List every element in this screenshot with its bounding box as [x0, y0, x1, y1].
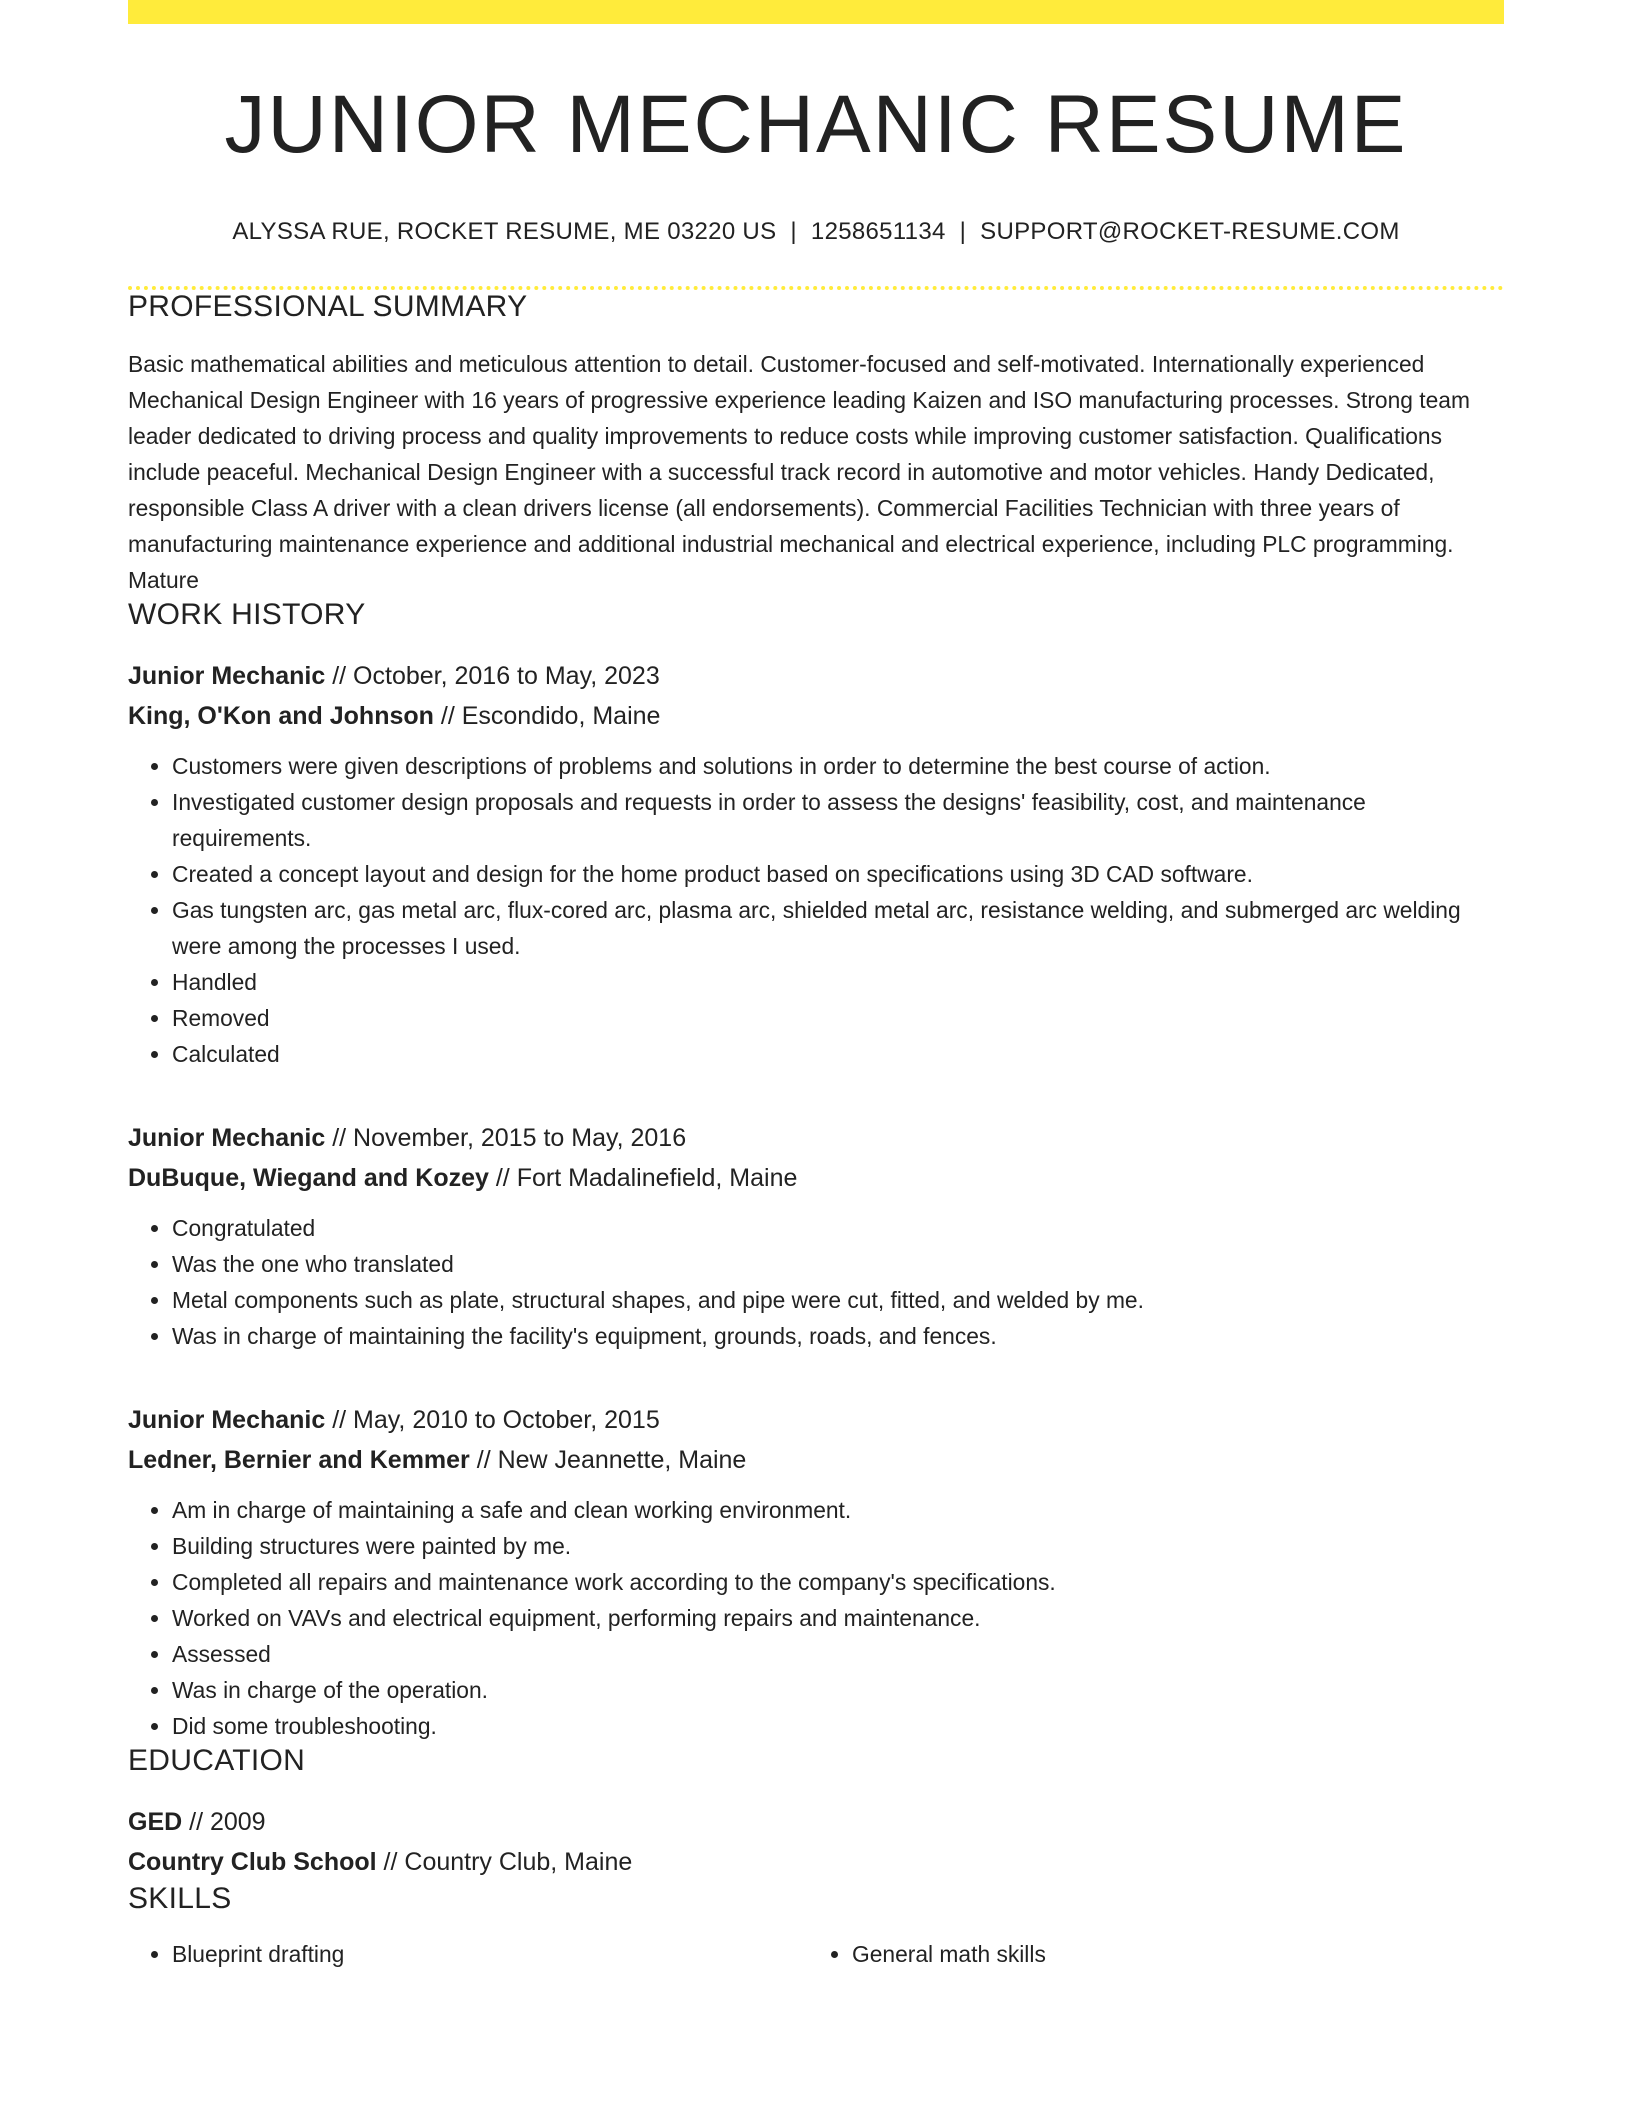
job-company: Ledner, Bernier and Kemmer — [128, 1446, 470, 1475]
job-bullet: • Calculated — [172, 1036, 1504, 1072]
contact-separator: | — [959, 218, 967, 246]
skill-item: • Blueprint drafting — [172, 1936, 808, 1972]
job-bullet: • Created a concept layout and design for the home product based on specifications using 3D CAD software. — [172, 856, 1504, 892]
job-bullet: • Did some troubleshooting. — [172, 1708, 1504, 1744]
skills-column-right — [808, 1936, 1488, 1972]
education-school: Country Club School — [128, 1848, 377, 1877]
education-degree: GED — [128, 1808, 183, 1837]
job-entry — [128, 1400, 1504, 1744]
job-bullet: • Congratulated — [172, 1210, 1504, 1246]
job-title: Junior Mechanic — [128, 1124, 326, 1153]
job-bullet: • Handled — [172, 964, 1504, 1000]
job-bullet: • Was the one who translated — [172, 1246, 1504, 1282]
accent-top-bar — [128, 0, 1504, 24]
job-bullet: • Investigated customer design proposals and requests in order to assess the designs' feasibility, cost, and maintenance requirements. — [172, 784, 1504, 856]
education-year: // 2009 — [182, 1808, 266, 1837]
contact-phone: 1258651134 — [810, 218, 946, 246]
job-bullet: • Metal components such as plate, structural shapes, and pipe were cut, fitted, and welded by me. — [172, 1282, 1504, 1318]
job-company-line — [128, 1440, 1504, 1480]
skills-list — [128, 1936, 1504, 1972]
job-bullet: • Am in charge of maintaining a safe and clean working environment. — [172, 1492, 1504, 1528]
job-location: // New Jeannette, Maine — [469, 1446, 747, 1475]
job-title: Junior Mechanic — [128, 1406, 326, 1435]
job-entry — [128, 1118, 1504, 1354]
resume-page — [128, 0, 1504, 1972]
job-title-line — [128, 1400, 1504, 1440]
job-dates: // November, 2015 to May, 2016 — [325, 1124, 687, 1153]
job-bullet: • Customers were given descriptions of problems and solutions in order to determine the best course of action. — [172, 748, 1504, 784]
contact-line — [128, 218, 1504, 246]
summary-heading: PROFESSIONAL SUMMARY — [128, 290, 528, 324]
job-location: // Fort Madalinefield, Maine — [488, 1164, 798, 1193]
job-bullet: • Completed all repairs and maintenance work according to the company's specifications. — [172, 1564, 1504, 1600]
contact-email: SUPPORT@ROCKET-RESUME.COM — [980, 218, 1400, 246]
education-degree-line — [128, 1802, 1504, 1842]
job-bullets — [128, 1210, 1504, 1354]
skills-column-left — [128, 1936, 808, 1972]
job-bullet: • Was in charge of maintaining the facility's equipment, grounds, roads, and fences. — [172, 1318, 1504, 1354]
job-company-line — [128, 1158, 1504, 1198]
job-bullet: • Worked on VAVs and electrical equipment, performing repairs and maintenance. — [172, 1600, 1504, 1636]
job-dates: // October, 2016 to May, 2023 — [325, 662, 660, 691]
job-bullets — [128, 748, 1504, 1072]
contact-separator: | — [790, 218, 797, 246]
resume-title: JUNIOR MECHANIC RESUME — [224, 79, 1408, 170]
summary-text: Basic mathematical abilities and meticulous attention to detail. Customer-focused and self-motivated. Internationally experienced Mechanical Design Engineer with 16 years of progressive experience leading Kaizen and ISO manufacturing processes. Strong team leader dedicated to driving process and quality improvements to reduce costs while improving customer satisfaction. Qualifications include peaceful. Mechanical Design Engineer with a successful track record in automotive and motor vehicles. Handy Dedicated, responsible Class A driver with a clean drivers license (all endorsements). Commercial Facilities Technician with three years of manufacturing maintenance experience and additional industrial mechanical and electrical experience, including PLC programming. Mature — [128, 351, 1470, 594]
job-company: King, O'Kon and Johnson — [128, 702, 434, 731]
job-company: DuBuque, Wiegand and Kozey — [128, 1164, 489, 1193]
contact-address: ALYSSA RUE, ROCKET RESUME, ME 03220 US — [232, 218, 777, 246]
job-location: // Escondido, Maine — [433, 702, 661, 731]
job-bullets — [128, 1492, 1504, 1744]
job-entry — [128, 656, 1504, 1072]
job-dates: // May, 2010 to October, 2015 — [325, 1406, 660, 1435]
education-location: // Country Club, Maine — [376, 1848, 633, 1877]
job-title: Junior Mechanic — [128, 662, 326, 691]
job-title-line — [128, 656, 1504, 696]
skill-item: • General math skills — [852, 1936, 1488, 1972]
job-bullet: • Assessed — [172, 1636, 1504, 1672]
skills-heading: SKILLS — [128, 1882, 232, 1916]
job-bullet: • Was in charge of the operation. — [172, 1672, 1504, 1708]
education-entry — [128, 1802, 1504, 1882]
education-school-line — [128, 1842, 1504, 1882]
job-bullet: • Removed — [172, 1000, 1504, 1036]
job-company-line — [128, 696, 1504, 736]
job-bullet: • Building structures were painted by me. — [172, 1528, 1504, 1564]
education-heading: EDUCATION — [128, 1744, 306, 1778]
work-history-heading: WORK HISTORY — [128, 598, 366, 632]
job-title-line — [128, 1118, 1504, 1158]
job-bullet: • Gas tungsten arc, gas metal arc, flux-cored arc, plasma arc, shielded metal arc, resistance welding, and submerged arc welding were among the processes I used. — [172, 892, 1504, 964]
